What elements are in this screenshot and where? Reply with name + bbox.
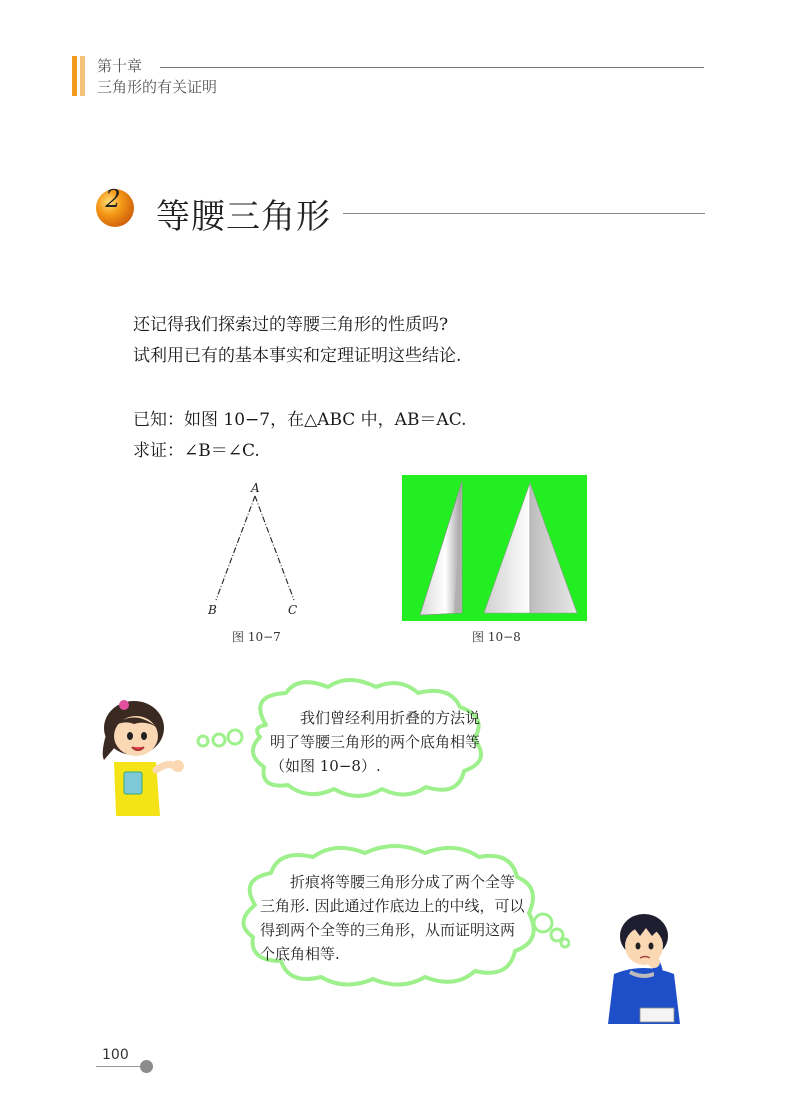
section-number-ball-icon bbox=[94, 186, 136, 228]
vertex-a-label: A bbox=[251, 481, 260, 495]
intro-line-2: 试利用已有的基本事实和定理证明这些结论. bbox=[133, 346, 462, 366]
given-statement: 已知：如图 10−7，在△ABC 中，AB＝AC. bbox=[133, 410, 467, 430]
figure-caption-10-8: 图 10−8 bbox=[472, 630, 521, 644]
prove-statement: 求证：∠B＝∠C. bbox=[133, 441, 260, 461]
side-ac bbox=[255, 496, 294, 600]
page-number: 100 bbox=[102, 1047, 129, 1063]
header-divider bbox=[160, 67, 704, 68]
chapter-title: 三角形的有关证明 bbox=[97, 78, 218, 96]
page-number-dot-icon bbox=[140, 1060, 153, 1073]
section-number: 2 bbox=[105, 186, 121, 213]
vertex-c-label: C bbox=[288, 603, 298, 617]
folded-triangle-photo bbox=[402, 475, 587, 621]
section-divider bbox=[343, 213, 705, 214]
chapter-number: 第十章 bbox=[97, 57, 143, 75]
girl-cartoon bbox=[94, 698, 194, 820]
isosceles-triangle-figure bbox=[200, 478, 310, 618]
intro-line-1: 还记得我们探索过的等腰三角形的性质吗? bbox=[133, 315, 449, 335]
side-ab bbox=[216, 496, 255, 600]
boy-cartoon bbox=[600, 908, 688, 1026]
figure-caption-10-7: 图 10−7 bbox=[232, 630, 281, 644]
vertex-b-label: B bbox=[208, 603, 217, 617]
girl-speech-text: 我们曾经利用折叠的方法说明了等腰三角形的两个底角相等（如图 10−8）. bbox=[270, 709, 481, 775]
page-number-rule bbox=[96, 1066, 146, 1067]
boy-speech-text: 折痕将等腰三角形分成了两个全等三角形. 因此通过作底边上的中线，可以得到两个全等的三角形，从而证明这两个底角相等. bbox=[260, 873, 525, 963]
chapter-marker bbox=[72, 56, 90, 96]
section-title: 等腰三角形 bbox=[156, 197, 331, 237]
